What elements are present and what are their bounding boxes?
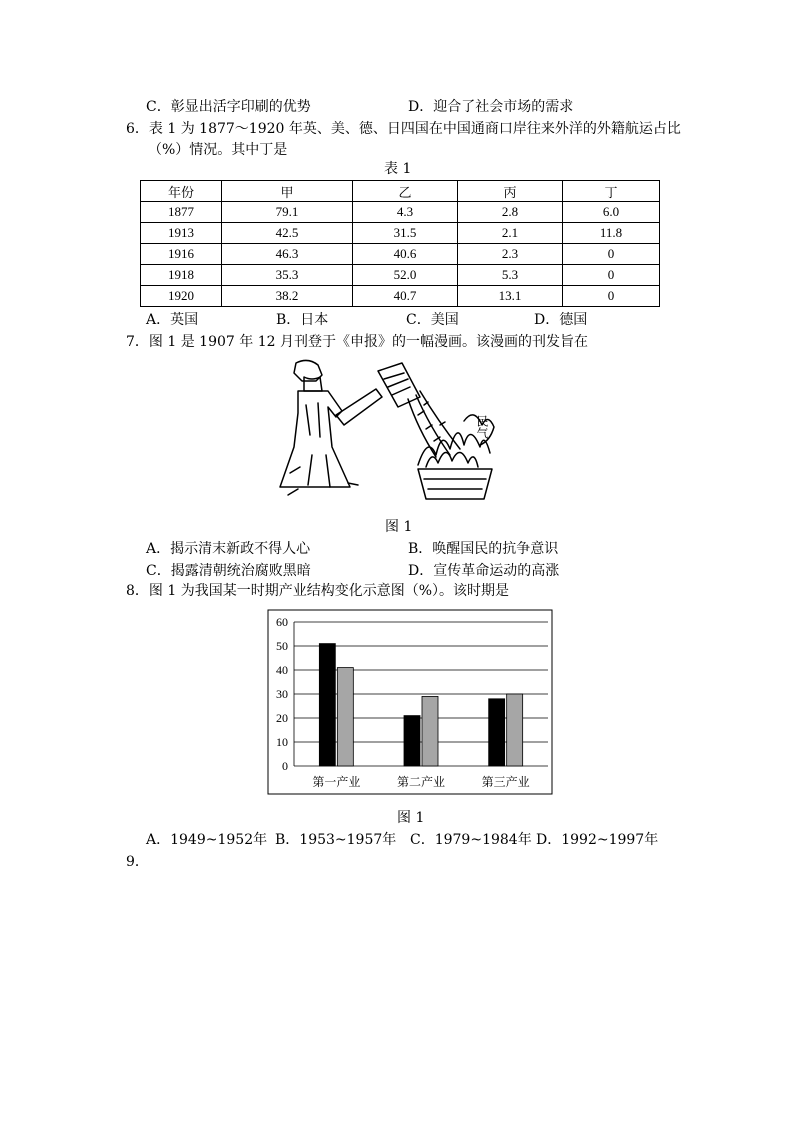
table-cell: 6.0	[563, 202, 660, 223]
table-cell: 1877	[141, 202, 222, 223]
q5-option-c: C．彰显出活字印刷的优势	[146, 99, 311, 115]
table-cell: 2.8	[458, 202, 563, 223]
x-category-label: 第三产业	[481, 775, 530, 789]
table-row	[141, 223, 660, 244]
table-cell: 4.3	[353, 202, 458, 223]
table-cell: 46.3	[222, 244, 353, 265]
table-header-row	[141, 181, 660, 202]
q6-table-caption: 表 1	[384, 161, 412, 177]
y-tick-label: 10	[276, 735, 288, 749]
table-cell: 31.5	[353, 223, 458, 244]
q7-stem: 7．图 1 是 1907 年 12 月刊登于《申报》的一幅漫画。该漫画的刊发旨在	[126, 334, 588, 350]
table-cell: 35.3	[222, 265, 353, 286]
q6-stem-line1: 6．表 1 为 1877～1920 年英、美、德、日四国在中国通商口岸往来外洋的外籍航运占比	[126, 121, 681, 137]
table-cell: 42.5	[222, 223, 353, 244]
table-cell: 1920	[141, 286, 222, 307]
q8-option-b: B．1953~1957年	[275, 832, 397, 848]
table-header-ding: 丁	[563, 181, 660, 202]
q8-option-a: A．1949~1952年	[146, 832, 268, 848]
table-cell: 2.1	[458, 223, 563, 244]
table-cell: 2.3	[458, 244, 563, 265]
y-tick-label: 40	[276, 663, 288, 677]
q7-figure-caption: 图 1	[385, 519, 413, 535]
bar-series2-3	[507, 694, 523, 766]
table-cell: 40.7	[353, 286, 458, 307]
x-category-label: 第二产业	[396, 775, 446, 789]
shipping-table	[140, 180, 660, 307]
table-cell: 1918	[141, 265, 222, 286]
bar-series1-2	[404, 716, 420, 766]
table-cell: 1916	[141, 244, 222, 265]
q8-stem: 8．图 1 为我国某一时期产业结构变化示意图（%）。该时期是	[126, 583, 510, 599]
q8-option-c: C．1979~1984年	[410, 832, 532, 848]
table-row	[141, 286, 660, 307]
table-row	[141, 244, 660, 265]
bar-series2-1	[337, 668, 353, 766]
y-tick-label: 60	[276, 615, 288, 629]
table-cell: 11.8	[563, 223, 660, 244]
q6-option-c: C．美国	[406, 312, 459, 328]
table-cell: 40.6	[353, 244, 458, 265]
cartoon-caption-text: 民气	[475, 415, 489, 439]
q7-option-d: D．宣传革命运动的高涨	[408, 563, 560, 579]
q5-option-d: D．迎合了社会市场的需求	[408, 99, 574, 115]
q7-option-b: B．唤醒国民的抗争意识	[408, 541, 559, 557]
y-tick-label: 30	[276, 687, 288, 701]
bar-series2-2	[422, 696, 438, 766]
table-row	[141, 265, 660, 286]
y-tick-label: 50	[276, 639, 288, 653]
industry-structure-chart	[262, 608, 562, 808]
table-cell: 0	[563, 244, 660, 265]
table-cell: 0	[563, 286, 660, 307]
cartoon-illustration	[268, 355, 506, 510]
table-cell: 1913	[141, 223, 222, 244]
x-category-label: 第一产业	[312, 775, 361, 789]
bar-series1-3	[489, 699, 505, 766]
table-cell: 5.3	[458, 265, 563, 286]
q7-option-c: C．揭露清朝统治腐败黑暗	[146, 563, 311, 579]
q9-number: 9．	[126, 854, 149, 870]
q8-option-d: D．1992~1997年	[536, 832, 659, 848]
y-tick-label: 0	[282, 759, 288, 773]
table-cell: 38.2	[222, 286, 353, 307]
q6-option-b: B．日本	[276, 312, 329, 328]
y-tick-label: 20	[276, 711, 288, 725]
table-header-yi: 乙	[353, 181, 458, 202]
table-header-year: 年份	[141, 181, 222, 202]
table-header-jia: 甲	[222, 181, 353, 202]
table-cell: 79.1	[222, 202, 353, 223]
q6-option-d: D．德国	[534, 312, 588, 328]
table-header-bing: 丙	[458, 181, 563, 202]
table-row	[141, 202, 660, 223]
table-cell: 0	[563, 265, 660, 286]
q6-option-a: A．英国	[146, 312, 199, 328]
bar-series1-1	[319, 644, 335, 766]
q7-option-a: A．揭示清末新政不得人心	[146, 541, 311, 557]
q6-stem-line2: （%）情况。其中丁是	[148, 142, 288, 158]
q8-figure-caption: 图 1	[397, 810, 425, 826]
table-cell: 52.0	[353, 265, 458, 286]
table-cell: 13.1	[458, 286, 563, 307]
